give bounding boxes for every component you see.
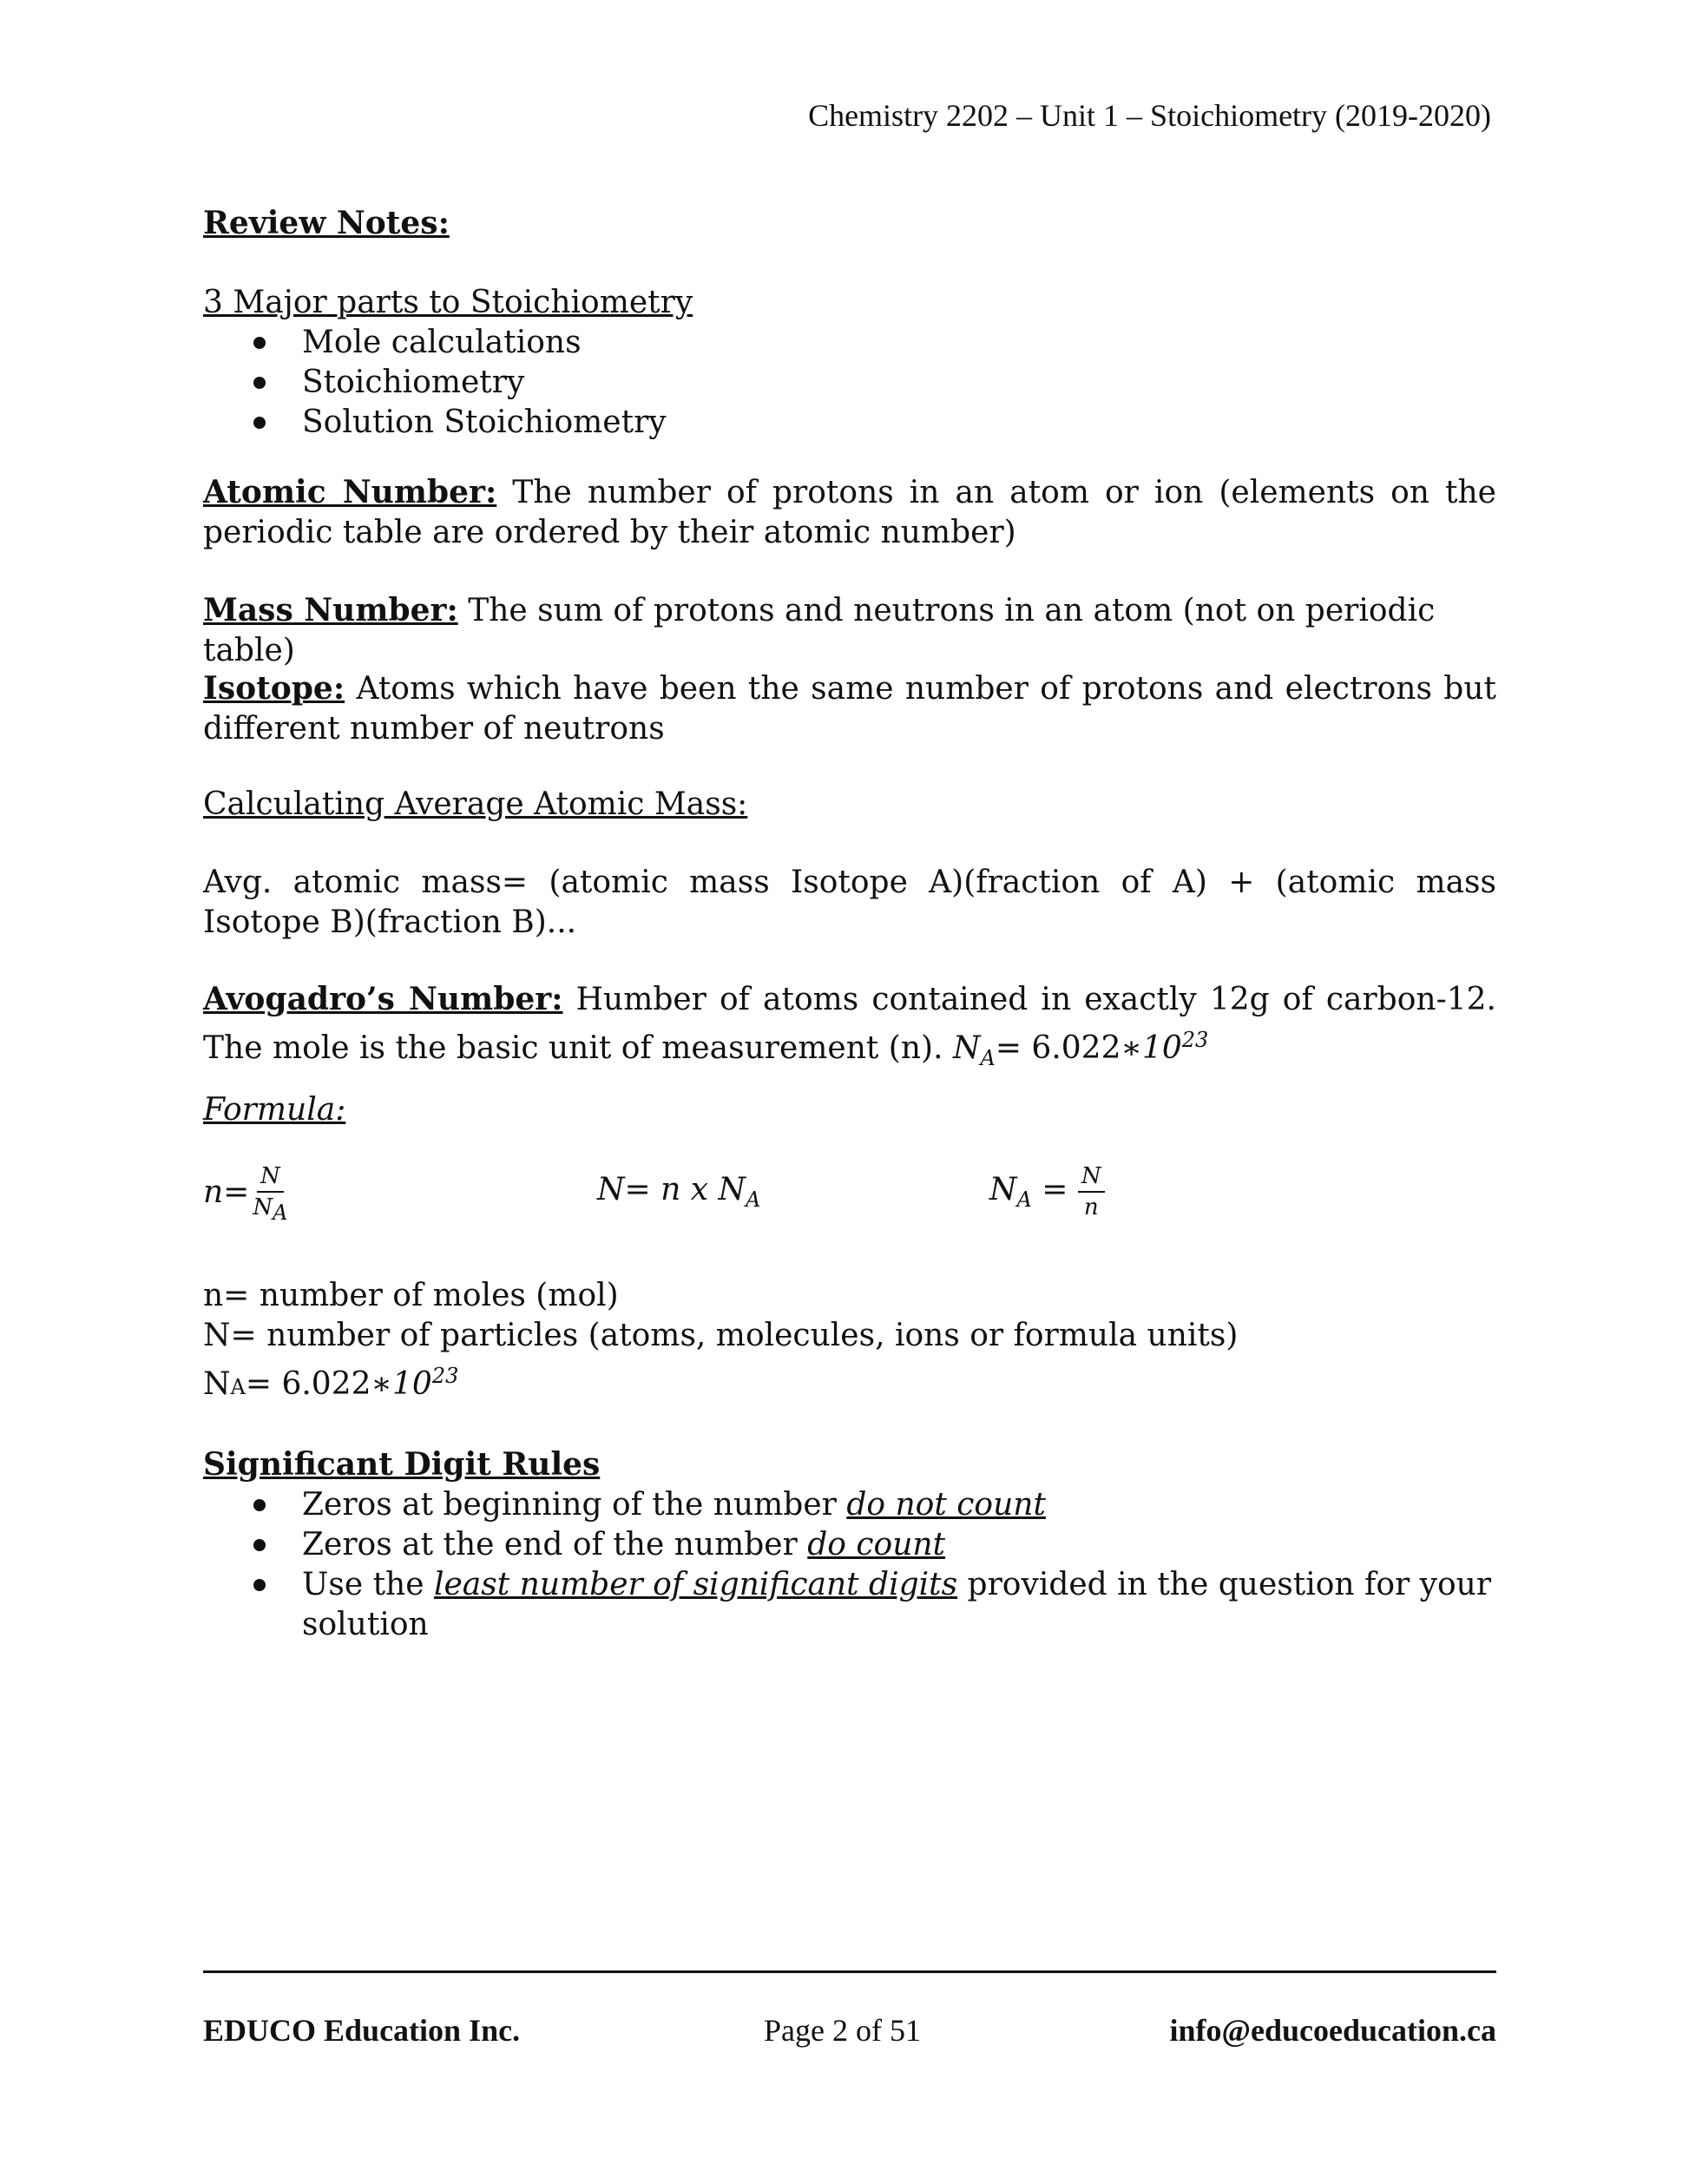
definition-NA-prefix: N [203, 1366, 231, 1402]
rule-text: Use the [302, 1567, 434, 1602]
parts-section [203, 283, 1496, 443]
mass-number-term: Mass Number: [203, 592, 458, 628]
footer-company: EDUCO Education Inc. [203, 2013, 521, 2048]
avogadro-paragraph [203, 979, 1496, 1078]
footer-email: info@educoeducation.ca [1169, 2013, 1496, 2048]
definition-NA [203, 1356, 1496, 1407]
footer-divider [203, 1970, 1496, 1973]
atomic-number-term: Atomic Number: [203, 474, 497, 510]
avg-mass-formula: Avg. atomic mass= (atomic mass Isotope A)(fraction of A) + (atomic mass Isotope B)(fraction B)... [203, 865, 1496, 940]
sigdig-list [203, 1485, 1496, 1645]
list-item: Mole calculations [203, 323, 1496, 363]
definition-n: n= number of moles (mol) [203, 1278, 619, 1313]
formula-avogadro-lhs: N [989, 1172, 1017, 1207]
formula-avogadro-lhs-subscript: A [1016, 1187, 1032, 1213]
mass-number-text: The sum of protons and neutrons in an atom (not on periodic table) [203, 593, 1436, 668]
denominator-symbol: N [253, 1194, 273, 1220]
definition-NA-small: A [230, 1375, 246, 1399]
na-subscript: A [980, 1046, 996, 1071]
sigdig-section [203, 1444, 1496, 1645]
formula-avogadro-fraction [1078, 1163, 1105, 1220]
rule-emphasis: do count [807, 1527, 946, 1562]
formula-avogadro [989, 1163, 1105, 1220]
formula-particles-subscript: A [745, 1187, 761, 1213]
list-item [203, 1565, 1496, 1645]
na-base: 10 [1141, 1030, 1182, 1066]
footer-page-number: Page 2 of 51 [764, 2013, 921, 2048]
list-item: Stoichiometry [203, 363, 1496, 403]
rule-text-end: provided in the question for your solution [302, 1567, 1492, 1642]
fraction-numerator: N [257, 1163, 284, 1193]
formula-moles-fraction [249, 1163, 291, 1226]
definition-NA-exponent: 23 [431, 1364, 459, 1388]
fraction-numerator: N [1078, 1163, 1105, 1193]
na-symbol: N [952, 1030, 981, 1066]
formula-heading-text: Formula: [203, 1092, 346, 1128]
rule-text: Zeros at the end of the number [302, 1527, 808, 1562]
isotope-text: Atoms which have been the same number of protons and electrons but different number of neutrons [203, 671, 1496, 747]
denominator-subscript: A [273, 1201, 288, 1226]
formula-heading [203, 1090, 1496, 1130]
fraction-denominator: n [1083, 1194, 1099, 1220]
atomic-number-text: The number of protons in an atom or ion (elements on the periodic table are ordered by their atomic number) [203, 475, 1496, 550]
parts-heading: 3 Major parts to Stoichiometry [203, 285, 693, 320]
list-item [203, 1485, 1496, 1525]
formula-moles-lhs: n= [203, 1174, 250, 1211]
sigdig-heading: Significant Digit Rules [203, 1446, 601, 1483]
rule-emphasis: least number of significant digits [433, 1567, 958, 1602]
review-heading [203, 203, 1496, 244]
na-value: = 6.022∗ [995, 1030, 1142, 1066]
mass-number-paragraph [203, 590, 1496, 671]
formula-particles [597, 1172, 760, 1212]
avg-mass-heading [203, 785, 1496, 825]
list-item [203, 1525, 1496, 1565]
formula-avogadro-equals: = [1031, 1172, 1078, 1207]
avg-mass-heading-text: Calculating Average Atomic Mass: [203, 786, 748, 822]
definition-NA-base: 10 [391, 1366, 432, 1402]
running-header: Chemistry 2202 – Unit 1 – Stoichiometry (2019-2020) [808, 98, 1491, 133]
definition-N: N= number of particles (atoms, molecules, ions or formula units) [203, 1318, 1239, 1353]
na-exponent: 23 [1181, 1028, 1209, 1052]
formula-particles-text: N= n x N [597, 1172, 746, 1207]
avogadro-text: Humber of atoms contained in exactly 12g of carbon-12. The mole is the basic unit of measurement (n). [203, 982, 1497, 1066]
avogadro-term: Avogadro’s Number: [203, 981, 563, 1017]
isotope-paragraph [203, 668, 1496, 749]
atomic-number-paragraph [203, 472, 1496, 553]
fraction-denominator [249, 1193, 291, 1226]
review-heading-text: Review Notes: [203, 205, 450, 241]
rule-text: Zeros at beginning of the number [302, 1487, 847, 1523]
formula-moles [203, 1163, 291, 1226]
definition-NA-value: = 6.022∗ [245, 1366, 392, 1402]
parts-list [203, 323, 1496, 443]
isotope-term: Isotope: [203, 670, 345, 707]
list-item: Solution Stoichiometry [203, 403, 1496, 443]
definitions-block [203, 1276, 1496, 1407]
rule-emphasis: do not count [846, 1487, 1046, 1523]
